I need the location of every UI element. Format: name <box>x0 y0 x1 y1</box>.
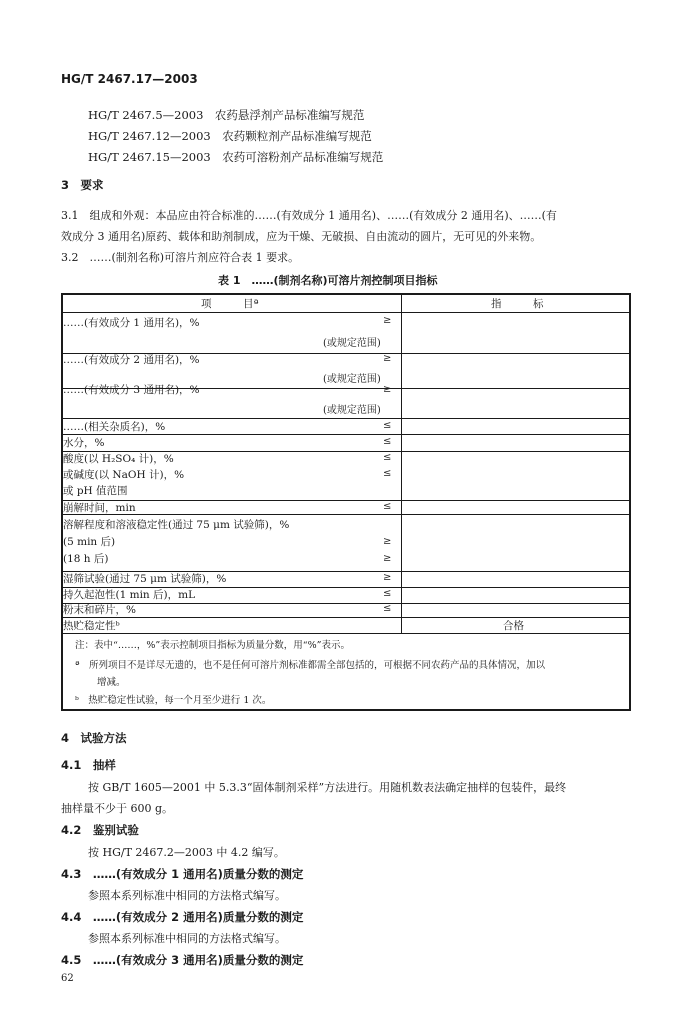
reference-item: HG/T 2467.15—2003 农药可溶粉剂产品标准编写规范 <box>88 150 384 164</box>
symbol-le: ≤ <box>383 501 392 512</box>
table-row-label: 或 pH 值范围 <box>63 485 128 497</box>
symbol-ge: ≥ <box>383 553 392 564</box>
symbol-ge: ≥ <box>383 315 392 326</box>
table-note: 注：表中“……，%”表示控制项目指标为质量分数，用“%”表示。 <box>75 640 350 651</box>
table-row-label: ……(有效成分 2 通用名)，% <box>63 354 200 366</box>
section-4-1-title: 4.1 抽样 <box>61 758 116 772</box>
table-row-label: 崩解时间，min <box>63 502 136 514</box>
table-caption: 表 1 ……(制剂名称)可溶片剂控制项目指标 <box>218 274 438 287</box>
section-4-3-title: 4.3 ……(有效成分 1 通用名)质量分数的测定 <box>61 867 304 881</box>
document-code: HG/T 2467.17—2003 <box>61 72 198 86</box>
table-row-label: 水分，% <box>63 437 105 449</box>
reference-item: HG/T 2467.5—2003 农药悬浮剂产品标准编写规范 <box>88 108 365 122</box>
symbol-le: ≤ <box>383 468 392 479</box>
table-row-label: 粉末和碎片，% <box>63 604 136 616</box>
paragraph-3-1-line2: 效成分 3 通用名)原药、载体和助剂制成，应为干燥、无破损、自由流动的圆片，无可见的外来物。 <box>61 230 542 243</box>
symbol-ge: ≥ <box>383 353 392 364</box>
table-footnote-b: ᵇ 热贮稳定性试验，每一个月至少进行 1 次。 <box>75 695 272 706</box>
section-4-3-text: 参照本系列标准中相同的方法格式编写。 <box>88 889 286 902</box>
section-4-title: 4 试验方法 <box>61 731 127 745</box>
table-header-item: 项 目ª <box>201 298 259 310</box>
table-row-label: (5 min 后) <box>63 536 116 548</box>
symbol-le: ≤ <box>383 603 392 614</box>
section-4-2-text: 按 HG/T 2467.2—2003 中 4.2 编写。 <box>88 846 285 859</box>
table-row-range: (或规定范围) <box>323 405 381 416</box>
table-row-label: ……(有效成分 3 通用名)，% <box>63 384 200 396</box>
section-4-2-title: 4.2 鉴别试验 <box>61 823 139 837</box>
paragraph-3-1-line1: 3.1 组成和外观：本品应由符合标准的……(有效成分 1 通用名)、……(有效成分 2 通用名)、……(有 <box>61 209 557 222</box>
table-row-range: (或规定范围) <box>323 374 381 385</box>
table-row-label: 或碱度(以 NaOH 计)，% <box>63 469 185 481</box>
symbol-le: ≤ <box>383 452 392 463</box>
table-row-label: 酸度(以 H₂SO₄ 计)，% <box>63 453 174 465</box>
symbol-le: ≤ <box>383 420 392 431</box>
table-row-label: ……(相关杂质名)，% <box>63 421 166 433</box>
section-4-4-title: 4.4 ……(有效成分 2 通用名)质量分数的测定 <box>61 910 304 924</box>
section-4-4-text: 参照本系列标准中相同的方法格式编写。 <box>88 932 286 945</box>
paragraph-3-2: 3.2 ……(制剂名称)可溶片剂应符合表 1 要求。 <box>61 251 300 264</box>
symbol-ge: ≥ <box>383 384 392 395</box>
symbol-le: ≤ <box>383 588 392 599</box>
section-4-1-line1: 按 GB/T 1605—2001 中 5.3.3“固体制剂采样”方法进行。用随机数表法确定抽样的包装件，最终 <box>88 781 567 794</box>
table-row-label: 热贮稳定性ᵇ <box>63 620 120 632</box>
table-row-label: 湿筛试验(通过 75 μm 试验筛)，% <box>63 573 227 585</box>
table-footnote-a: ª 所列项目不是详尽无遗的，也不是任何可溶片剂标准都需全部包括的，可根据不同农药产品的具体情况，加以 <box>75 660 546 671</box>
section-3-title: 3 要求 <box>61 178 104 192</box>
section-4-1-line2: 抽样量不少于 600 g。 <box>61 802 174 815</box>
requirements-table <box>61 293 631 711</box>
table-row-label: 溶解程度和溶液稳定性(通过 75 μm 试验筛)，% <box>63 519 290 531</box>
symbol-le: ≤ <box>383 436 392 447</box>
page-number: 62 <box>61 973 74 984</box>
table-row-label: ……(有效成分 1 通用名)，% <box>63 317 200 329</box>
symbol-ge: ≥ <box>383 536 392 547</box>
table-row-value: 合格 <box>503 620 524 632</box>
table-header-index: 指 标 <box>491 298 544 310</box>
table-footnote-a-cont: 增减。 <box>97 677 126 688</box>
table-row-label: (18 h 后) <box>63 553 109 565</box>
table-row-label: 持久起泡性(1 min 后)，mL <box>63 589 196 601</box>
table-row-range: (或规定范围) <box>323 338 381 349</box>
reference-item: HG/T 2467.12—2003 农药颗粒剂产品标准编写规范 <box>88 129 372 143</box>
symbol-ge: ≥ <box>383 572 392 583</box>
section-4-5-title: 4.5 ……(有效成分 3 通用名)质量分数的测定 <box>61 953 304 967</box>
